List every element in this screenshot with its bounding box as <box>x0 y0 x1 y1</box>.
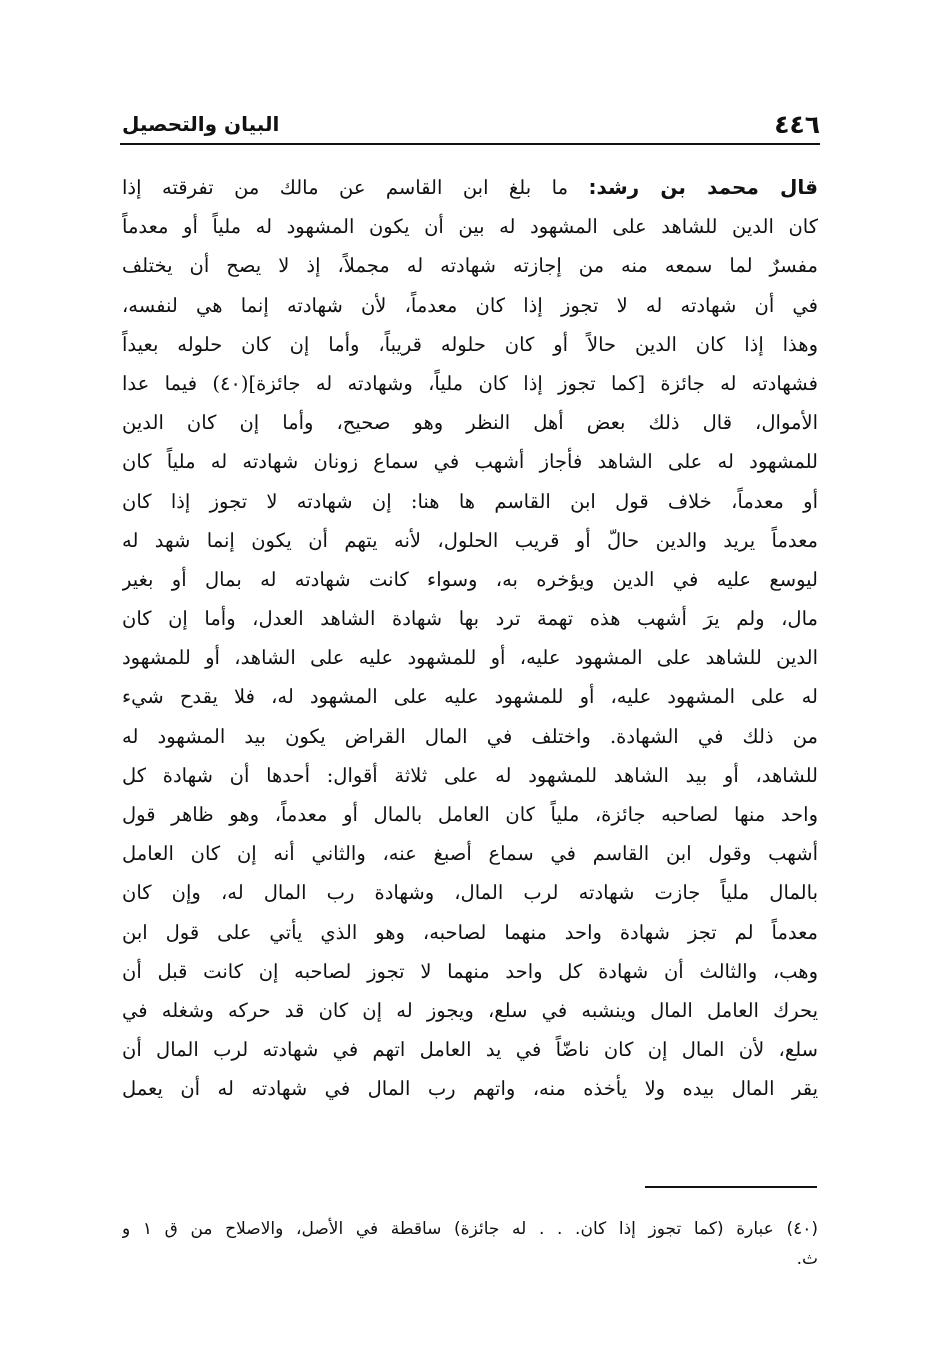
footnote-rule <box>645 1186 817 1188</box>
text-line: الدين للشاهد على المشهود عليه، أو للمشهود عليه على الشاهد، أو للمشهود <box>122 646 818 670</box>
text-line: الأموال، قال ذلك بعض أهل النظر وهو صحيح، وأما إن كان الدين <box>122 411 818 435</box>
text-line: وهذا إذا كان الدين حالاً أو كان حلوله قريباً، وأما إن كان حلوله بعيداً <box>122 332 818 356</box>
text-line: له على المشهود عليه، أو للمشهود عليه على المشهود له، فلا يقدح شيء <box>122 685 818 709</box>
text-line: واحد منها لصاحبه جائزة، ملياً كان العامل بالمال أو معدماً، وهو ظاهر قول <box>122 803 818 826</box>
body-text <box>122 168 818 1109</box>
text-line: من ذلك في الشهادة. واختلف في المال القراض يكون بيد المشهود له <box>122 724 818 748</box>
text-line: للشاهد، أو بيد الشاهد للمشهود له على ثلاثة أقوال: أحدها أن شهادة كل <box>122 763 818 787</box>
page-header <box>120 110 820 144</box>
text-line: سلع، لأن المال إن كان ناضّاً في يد العامل اتهم في شهادته لرب المال أن <box>122 1038 818 1062</box>
text-line: وهب، والثالث أن شهادة كل واحد منهما لا تجوز لصاحبه إن كانت قبل أن <box>122 959 818 983</box>
text-line: معدماً يريد والدين حالّ أو قريب الحلول، لأنه يتهم أن يكون إنما شهد له <box>122 528 818 552</box>
text-line: ليوسع عليه في الدين ويؤخره به، وسواء كانت شهادته له بمال أو بغير <box>122 567 818 591</box>
header-rule <box>120 143 820 145</box>
text-line: يحرك العامل المال وينشبه في سلع، ويجوز له إن كان قد حركه وشغله في <box>122 998 818 1022</box>
speaker-attribution: قال محمد بن رشد: <box>588 175 818 199</box>
first-line-text: ما بلغ ابن القاسم عن مالك من تفرقته إذا <box>122 176 569 199</box>
footnote-line: ث. <box>796 1249 818 1269</box>
text-line: مفسرٌ لما سمعه منه من إجازته شهادته له مجملاً، إذ لا يصح أن يختلف <box>122 254 818 278</box>
book-title: البيان والتحصيل <box>122 112 280 136</box>
text-line: في أن شهادته له لا تجوز إذا كان معدماً، لأن شهادته إنما هي لنفسه، <box>122 293 818 317</box>
text-line: معدماً لم تجز شهادة واحد منهما لصاحبه، وهو الذي يأتي على قول ابن <box>122 920 818 944</box>
text-line: مال، ولم يرَ أشهب هذه تهمة ترد بها شهادة الشاهد العدل، وأما إن كان <box>122 607 818 631</box>
text-line <box>122 168 818 207</box>
text-line: بالمال ملياً جازت شهادته لرب المال، وشهادة رب المال له، وإن كان <box>122 881 818 905</box>
text-line: أشهب وقول ابن القاسم في سماع أصبغ عنه، والثاني أنه إن كان العامل <box>122 842 818 866</box>
text-line: يقر المال بيده ولا يأخذه منه، واتهم رب المال في شهادته له أن يعمل <box>122 1077 818 1101</box>
text-line: أو معدماً، خلاف قول ابن القاسم ها هنا: إن شهادته لا تجوز إذا كان <box>122 489 818 513</box>
page-number: ٤٤٦ <box>774 110 820 139</box>
text-line: للمشهود له على الشاهد فأجاز أشهب في سماع زونان شهادته له ملياً كان <box>122 450 818 474</box>
footnote <box>122 1214 818 1274</box>
footnote-line: (٤٠) عبارة (كما تجوز إذا كان. . . له جائزة) ساقطة في الأصل، والاصلاح من ق ١ و <box>122 1219 818 1239</box>
text-line: فشهادته له جائزة [كما تجوز إذا كان ملياً، وشهادته له جائزة](٤٠) فيما عدا <box>122 371 818 395</box>
text-line: كان الدين للشاهد على المشهود له بين أن يكون المشهود له ملياً أو معدماً <box>122 215 818 239</box>
